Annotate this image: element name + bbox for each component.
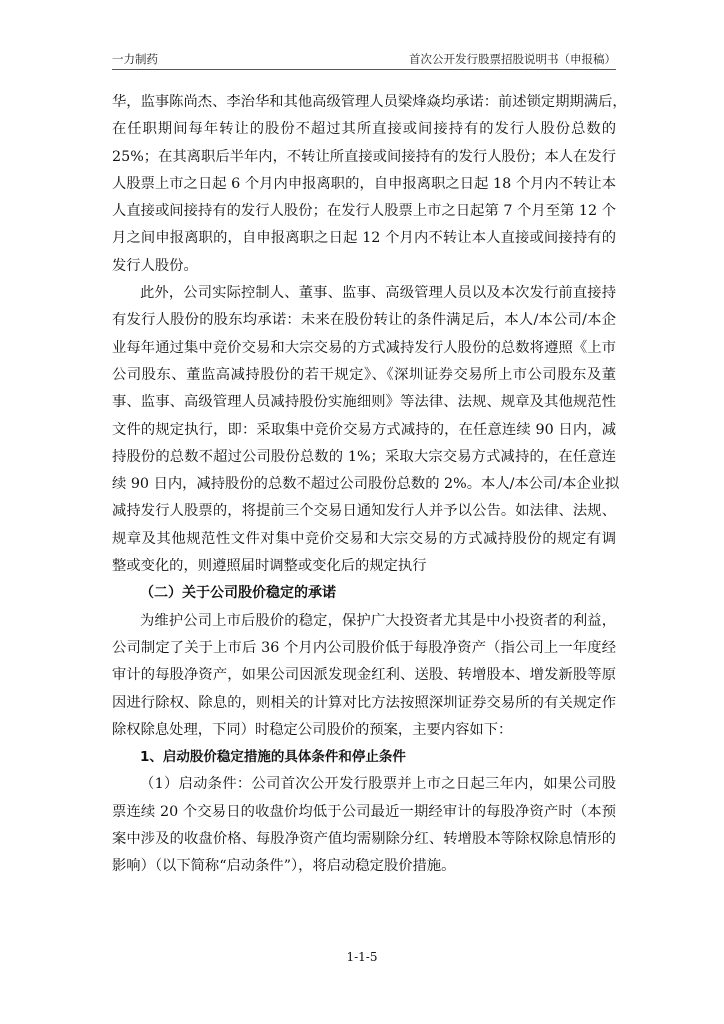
header-document-title: 首次公开发行股票招股说明书（申报稿） bbox=[409, 52, 616, 66]
text-line: 此外，公司实际控制人、董事、监事、高级管理人员以及本次发行前直接持 bbox=[140, 285, 616, 302]
text-line: 影响）（以下简称“启动条件”），将启动稳定股价措施。 bbox=[112, 858, 456, 875]
paragraph-start-condition bbox=[112, 771, 616, 880]
text-line: 案中涉及的收盘价格、每股净资产值均需剔除分红、转增股本等除权除息情形的 bbox=[112, 831, 616, 848]
text-line: 为维护公司上市后股价的稳定，保护广大投资者尤其是中小投资者的利益， bbox=[140, 612, 616, 629]
text-line: 人股票上市之日起 6 个月内申报离职的，自申报离职之日起 18 个月内不转让本 bbox=[112, 175, 616, 192]
section-heading: （二）关于公司股价稳定的承诺 bbox=[140, 585, 336, 602]
text-line: 25%；在其离职后半年内，不转让所直接或间接持有的发行人股份；本人在发行 bbox=[112, 148, 616, 165]
text-line: 续 90 日内，减持股份的总数不超过公司股份总数的 2%。本人/本公司/本企业拟 bbox=[112, 476, 620, 493]
text-line: 整或变化的，则遵照届时调整或变化后的规定执行 bbox=[112, 558, 427, 575]
text-line: 事、监事、高级管理人员减持股份实施细则》等法律、法规、规章及其他规范性 bbox=[112, 394, 616, 411]
text-line: 文件的规定执行，即：采取集中竞价交易方式减持的，在任意连续 90 日内，减 bbox=[112, 421, 616, 438]
text-line: 华，监事陈尚杰、李治华和其他高级管理人员梁烽焱均承诺：前述锁定期期满后， bbox=[112, 94, 627, 110]
subsection-heading: 1、启动股价稳定措施的具体条件和停止条件 bbox=[140, 749, 406, 766]
page-header bbox=[112, 51, 616, 67]
text-line: 持股份的总数不超过公司股份总数的 1%；采取大宗交易方式减持的，在任意连 bbox=[112, 448, 616, 465]
text-line: 人直接或间接持有的发行人股份；在发行人股票上市之日起第 7 个月至第 12 个 bbox=[112, 203, 616, 220]
text-line: 业每年通过集中竞价交易和大宗交易的方式减持发行人股份的总数将遵照《上市 bbox=[112, 339, 616, 356]
text-line: 发行人股份。 bbox=[112, 257, 198, 274]
text-line: 规章及其他规范性文件对集中竞价交易和大宗交易的方式减持股份的规定有调 bbox=[112, 530, 616, 547]
text-line: 票连续 20 个交易日的收盘价均低于公司最近一期经审计的每股净资产时（本预 bbox=[112, 803, 616, 820]
header-divider bbox=[112, 69, 616, 70]
text-line: 审计的每股净资产，如果公司因派发现金红利、送股、转增股本、增发新股等原 bbox=[112, 667, 616, 684]
text-line: 除权除息处理，下同）时稳定公司股价的预案，主要内容如下： bbox=[112, 721, 513, 738]
text-line: 月之间申报离职的，自申报离职之日起 12 个月内不转让本人直接或间接持有的 bbox=[112, 230, 616, 247]
text-line: 因进行除权、除息的，则相关的计算对比方法按照深圳证券交易所的有关规定作 bbox=[112, 694, 616, 711]
header-company-name: 一力制药 bbox=[112, 52, 158, 66]
text-line: （1）启动条件：公司首次公开发行股票并上市之日起三年内，如果公司股 bbox=[140, 776, 616, 793]
paragraph-reduction-commitment bbox=[112, 280, 620, 580]
document-body bbox=[112, 89, 627, 881]
page-number: 1-1-5 bbox=[346, 950, 378, 964]
paragraph-stabilization-plan bbox=[112, 608, 616, 744]
text-line: 在任职期间每年转让的股份不超过其所直接或间接持有的发行人股份总数的 bbox=[112, 121, 616, 138]
text-line: 公司股东、董监高减持股份的若干规定》、《深圳证券交易所上市公司股东及董 bbox=[112, 366, 616, 383]
text-line: 减持发行人股票的，将提前三个交易日通知发行人并予以公告。如法律、法规、 bbox=[112, 503, 616, 520]
paragraph-lockup-commitment bbox=[112, 89, 627, 280]
text-line: 公司制定了关于上市后 36 个月内公司股价低于每股净资产（指公司上一年度经 bbox=[112, 639, 616, 656]
text-line: 有发行人股份的股东均承诺：未来在股份转让的条件满足后，本人/本公司/本企 bbox=[112, 312, 616, 329]
